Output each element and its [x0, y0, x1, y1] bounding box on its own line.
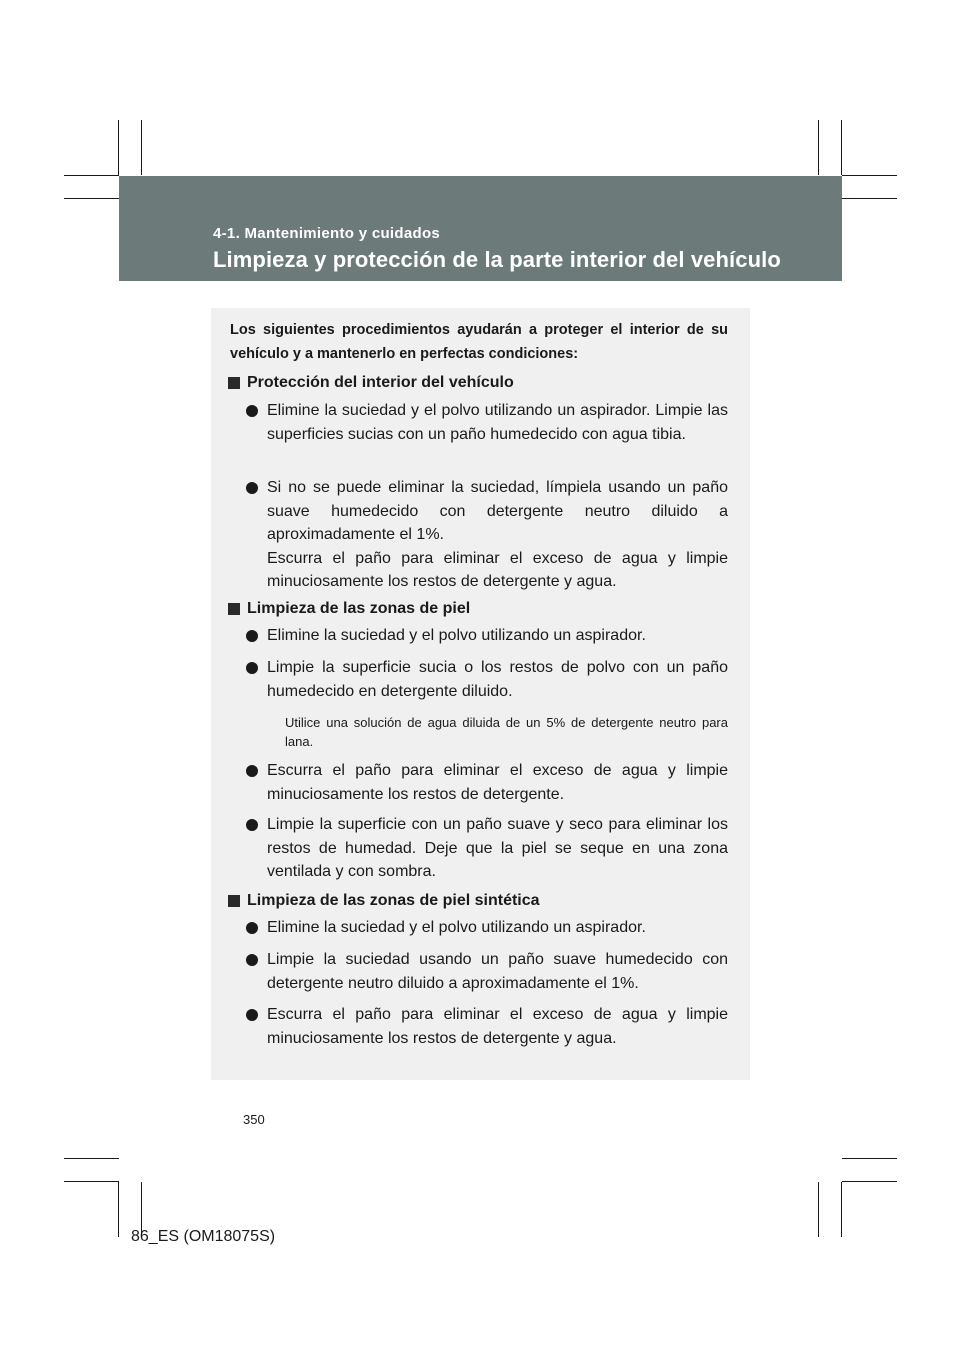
list-item-text: Escurra el paño para eliminar el exceso de agua y limpie minuciosamente los restos de detergente.	[267, 762, 728, 803]
list-item	[246, 916, 728, 940]
square-bullet-icon	[228, 603, 240, 615]
list-item	[246, 813, 728, 884]
bullet-dot-icon	[246, 630, 258, 642]
list-item	[246, 1003, 728, 1050]
list-item	[246, 624, 728, 648]
crop-mark	[818, 120, 819, 175]
bullet-dot-icon	[246, 1009, 258, 1021]
crop-mark	[842, 1181, 897, 1182]
chapter-header	[119, 176, 842, 281]
crop-mark	[118, 120, 119, 175]
bullet-dot-icon	[246, 482, 258, 494]
section-heading-text: Limpieza de las zonas de piel	[247, 600, 471, 617]
bullet-dot-icon	[246, 405, 258, 417]
content-box	[211, 308, 750, 1080]
crop-mark	[64, 1181, 119, 1182]
intro-text: Los siguientes procedimientos ayudarán a proteger el interior de su vehículo y a mantenerlo en perfectas condiciones:	[230, 322, 728, 362]
bullet-dot-icon	[246, 819, 258, 831]
list-item-text: Elimine la suciedad y el polvo utilizando un aspirador.	[267, 627, 646, 644]
list-item-text: Limpie la suciedad usando un paño suave humedecido con detergente neutro diluido a aproximadamente el 1%.	[267, 951, 728, 992]
list-item-line: Si no se puede eliminar la suciedad, límpiela usando un paño suave humedecido con detergente neutro diluido a aproximadamente el 1%.	[267, 479, 728, 543]
crop-mark	[842, 198, 897, 199]
list-item-text	[267, 476, 728, 594]
crop-mark	[818, 1182, 819, 1237]
crop-mark	[64, 1158, 119, 1159]
section-heading-text: Protección del interior del vehículo	[247, 374, 514, 391]
list-item-text: Limpie la superficie sucia o los restos de polvo con un paño humedecido en detergente diluido.	[267, 659, 728, 700]
bullet-dot-icon	[246, 954, 258, 966]
list-item	[246, 759, 728, 806]
note-text: Utilice una solución de agua diluida de un 5% de detergente neutro para lana.	[285, 715, 728, 749]
list-item-text: Elimine la suciedad y el polvo utilizando un aspirador. Limpie las superficies sucias con un paño humedecido con agua tibia.	[267, 402, 728, 443]
bullet-dot-icon	[246, 922, 258, 934]
section-heading	[228, 600, 470, 618]
list-item	[246, 656, 728, 703]
crop-mark	[64, 198, 119, 199]
square-bullet-icon	[228, 895, 240, 907]
crop-mark	[842, 1158, 897, 1159]
crop-mark	[841, 120, 842, 175]
section-heading	[228, 374, 514, 392]
crop-mark	[64, 175, 119, 176]
footer-code: 86_ES (OM18075S)	[131, 1228, 276, 1245]
list-item	[246, 948, 728, 995]
crop-mark	[118, 1182, 119, 1237]
list-item-line: Escurra el paño para eliminar el exceso de agua y limpie minuciosamente los restos de detergente y agua.	[267, 549, 728, 590]
page-title: Limpieza y protección de la parte interior del vehículo	[213, 247, 781, 272]
list-item-text: Elimine la suciedad y el polvo utilizando un aspirador.	[267, 919, 646, 936]
bullet-dot-icon	[246, 765, 258, 777]
list-item	[246, 476, 728, 594]
section-heading-text: Limpieza de las zonas de piel sintética	[247, 892, 540, 909]
crop-mark	[842, 175, 897, 176]
section-label: 4-1. Mantenimiento y cuidados	[213, 225, 441, 242]
square-bullet-icon	[228, 377, 240, 389]
crop-mark	[141, 120, 142, 175]
list-item-text: Escurra el paño para eliminar el exceso de agua y limpie minuciosamente los restos de detergente y agua.	[267, 1006, 728, 1047]
bullet-dot-icon	[246, 662, 258, 674]
page-number: 350	[243, 1112, 265, 1127]
section-heading	[228, 892, 540, 910]
crop-mark	[841, 1182, 842, 1237]
list-item-text: Limpie la superficie con un paño suave y seco para eliminar los restos de humedad. Deje que la piel se seque en una zona ventilada y con sombra.	[267, 816, 728, 880]
list-item	[246, 399, 728, 446]
